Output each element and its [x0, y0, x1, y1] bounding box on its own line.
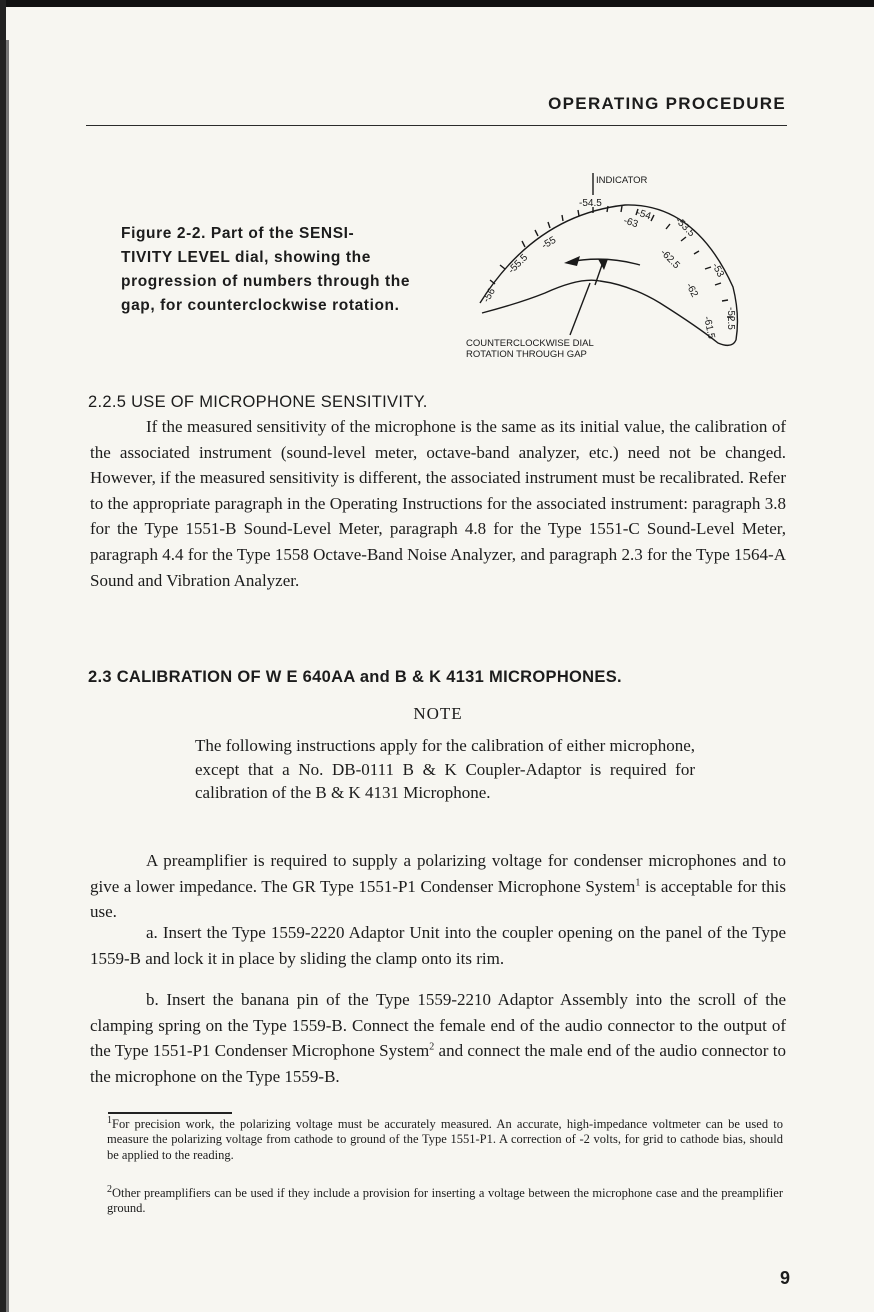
page-edge-shadow — [6, 40, 9, 1312]
step-b-text-end: and connect the male end of the audio connector to the microphone on the Type 1559-B. — [90, 1041, 786, 1086]
dial-number: -61.5 — [701, 315, 717, 340]
dial-number: -55 — [540, 234, 559, 252]
label-leader — [570, 283, 590, 335]
section-heading-2-3: 2.3 CALIBRATION OF W E 640AA and B & K 4131 MICROPHONES. — [88, 668, 622, 686]
dial-number: -55.5 — [506, 252, 531, 277]
footnote-mark-1: 1 — [107, 1114, 112, 1126]
footnote-2 — [107, 1183, 783, 1217]
dial-number: -63 — [622, 215, 640, 231]
step-a: a. Insert the Type 1559-2220 Adaptor Unit into the coupler opening on the panel of the Type 1559-B and lock it in place by sliding the clamp onto its rim. — [90, 923, 786, 968]
page-edge-top — [0, 0, 874, 7]
section-heading-2-2-5: 2.2.5 USE OF MICROPHONE SENSITIVITY. — [88, 393, 428, 411]
footnote-2-text: Other preamplifiers can be used if they include a provision for inserting a voltage between the microphone case and the preamplifier ground. — [107, 1186, 783, 1216]
dial-number: -62 — [683, 281, 700, 300]
note-body: The following instructions apply for the calibration of either microphone, except that a No. DB-0111 B & K Coupler-Adaptor is required for calibration of the B & K 4131 Microphone. — [195, 736, 695, 802]
running-header: OPERATING PROCEDURE — [548, 94, 786, 113]
dial-number: -54.5 — [579, 198, 602, 209]
dial-number: -62.5 — [657, 247, 682, 272]
dial-number: -56 — [481, 286, 498, 305]
preamplifier-text: A preamplifier is required to supply a polarizing voltage for condenser microphones and to give a lower impedance. The GR Type 1551-P1 Condenser Microphone System — [90, 851, 786, 896]
paragraph-sensitivity-use: If the measured sensitivity of the microphone is the same as its initial value, the calibration of the associated instrument (sound-level meter, octave-band analyzer, etc.) need not be changed. However, if the measured sensitivity is different, the associated instrument must be recalibrated. Refer to the appropriate paragraph in the Operating Instructions for the associated instrument: paragraph 3.8 for the Type 1551-B Sound-Level Meter, paragraph 4.8 for the Type 1551-C Sound-Level Meter, paragraph 4.4 for the Type 1558 Octave-Band Noise Analyzer, and paragraph 2.3 for the Type 1564-A Sound and Vibration Analyzer. — [90, 417, 786, 590]
rotation-note-line1: COUNTERCLOCKWISE DIAL — [466, 338, 594, 349]
rotation-note-line2: ROTATION THROUGH GAP — [466, 349, 587, 360]
step-b-text: b. Insert the banana pin of the Type 1559-2210 Adaptor Assembly into the scroll of the clamping spring on the Type 1559-B. Connect the female end of the audio connector to the output of the Type 1551-P1 Condenser Microphone System — [90, 990, 786, 1061]
dial-number: -53 — [709, 261, 726, 280]
footnote-rule — [108, 1112, 232, 1114]
preamplifier-text-end: is acceptable for this use. — [90, 876, 786, 922]
footnote-mark-2: 2 — [107, 1183, 112, 1195]
dial-number: -52.5 — [725, 307, 736, 330]
note-label: NOTE — [413, 704, 463, 723]
indicator-label: INDICATOR — [596, 175, 648, 186]
dial-number: -54 — [635, 207, 653, 223]
dial-numbers — [481, 198, 736, 340]
footnote-ref-2: 2 — [429, 1041, 435, 1053]
figure-caption: Figure 2-2. Part of the SENSI- TIVITY LEVEL dial, showing the progression of numbers through the gap, for counterclockwise rotation. — [121, 225, 411, 314]
header-rule — [86, 125, 787, 126]
sensitivity-dial-figure — [440, 165, 780, 375]
page-number: 9 — [780, 1268, 791, 1288]
footnote-1 — [107, 1114, 783, 1163]
step-b — [90, 987, 786, 1089]
paragraph-preamplifier — [90, 848, 786, 925]
footnote-ref-1: 1 — [635, 876, 641, 888]
dial-number: -53.5 — [672, 215, 697, 240]
footnote-1-text: For precision work, the polarizing voltage must be accurately measured. An accurate, high-impedance voltmeter can be used to measure the polarizing voltage from cathode to ground of the Type 1551-P1. A correction of -2 volts, for grid to cathode bias, should be applied to the reading. — [107, 1117, 783, 1162]
dial-outer-arc — [480, 205, 737, 340]
